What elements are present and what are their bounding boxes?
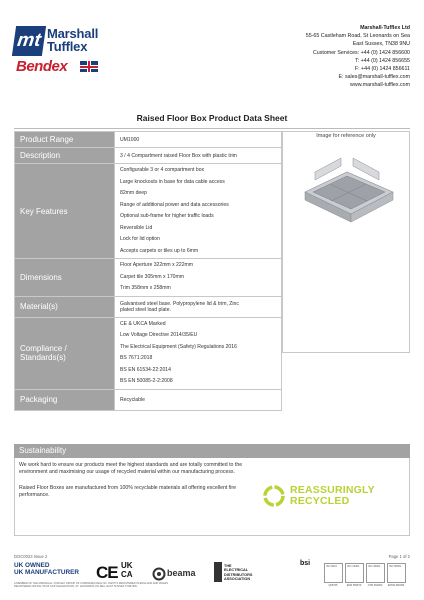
spec-row-packaging — [15, 389, 282, 410]
compliance-label-2: Standards(s) — [20, 353, 66, 362]
reassuringly-recycled-badge — [262, 482, 402, 510]
list-item: Reversible Lid — [120, 224, 153, 231]
sustainability-paragraph: Raised Floor Boxes are manufactured from 100% recyclable materials all offering excellent fire performance. — [19, 485, 237, 498]
document-reference: DOC0023 Issue 2 — [14, 554, 48, 559]
bendex-logo-text: Bendex — [16, 58, 68, 75]
spec-label: Description — [15, 148, 115, 164]
bsi-logo — [300, 560, 316, 582]
materials-line-2: plated steel load plate. — [120, 306, 171, 313]
sustainability-text — [19, 462, 249, 508]
company-disclaimer: A MEMBER OF THE MARSHALL-TUFFLEX GROUP OF COMPANIES REG NO. 1923774 REGISTERED IN ENGLAND AND WALES REGISTERED OFFICE: 55-65 CASTLEHAM ROAD, ST. LEONARDS-ON-SEA, EAST SUSSEX TN38 9NU — [14, 582, 168, 589]
uk-owned-badge — [14, 562, 79, 576]
beama-logo — [152, 567, 206, 581]
spec-value: UM1000 — [115, 132, 282, 148]
recycled-line-2: RECYCLED — [290, 495, 350, 507]
recycled-line-1: REASSURINGLY — [290, 484, 375, 496]
sustainability-heading: Sustainability — [14, 444, 410, 458]
fax: F: +44 (0) 1424 856611 — [354, 66, 410, 73]
address-line-1: 55-65 Castleham Road, St Leonards on Sea — [305, 33, 410, 40]
address-line-2: East Sussex, TN38 9NU — [352, 41, 410, 48]
spec-label — [15, 317, 115, 389]
spec-row-materials — [15, 296, 282, 317]
ukca-mark-icon — [121, 562, 145, 579]
spec-label: Packaging — [15, 389, 115, 410]
union-flag-icon — [80, 61, 98, 72]
eda-text — [224, 564, 252, 581]
list-item: Configurable 3 or 4 compartment box — [120, 167, 205, 173]
spec-label: Key Features — [15, 164, 115, 259]
email-link[interactable]: E: sales@marshall-tufflex.com — [338, 74, 410, 81]
mt-logo-line2: Tufflex — [47, 39, 88, 54]
recycled-text — [290, 485, 375, 507]
spec-value-list — [115, 164, 282, 259]
list-item: Lock for lid option — [120, 236, 160, 242]
ukca-line-1: UK — [121, 561, 133, 570]
image-caption: Image for reference only — [316, 133, 376, 139]
spec-label: Dimensions — [15, 259, 115, 297]
list-item: CE & UKCA Marked — [120, 320, 166, 327]
website-link[interactable]: www.marshall-tufflex.com — [350, 82, 410, 89]
contact-block — [306, 24, 410, 90]
customer-services: Customer Services: +44 (0) 1424 856600 — [312, 49, 410, 56]
company-name: Marshall-Tufflex Ltd — [360, 25, 410, 31]
spec-row-dimensions — [15, 259, 282, 297]
list-item: Carpet tile 305mm x 170mm — [120, 273, 184, 280]
sustainability-paragraph: We work hard to ensure our products meet the highest standards and are totally committed to the environment and maximising our usage of recycled material within our manufacturing process. — [19, 462, 243, 475]
cert-number: EMS 559870 — [346, 584, 362, 587]
list-item: Trim 358mm x 258mm — [120, 285, 171, 291]
cert-badge: ISO 14001 — [345, 563, 364, 583]
bsi-text: bsi — [300, 560, 311, 567]
page-title: Raised Floor Box Product Data Sheet — [136, 113, 288, 123]
eda-line: ASSOCIATION — [224, 576, 251, 581]
list-item: Low Voltage Directive 2014/35/EU — [120, 332, 198, 338]
spec-value: 3 / 4 Compartment raised Floor Box with plastic trim — [115, 148, 282, 164]
page-number: Page 1 of 2 — [388, 554, 410, 559]
list-item: BS EN 61534-22:2014 — [120, 366, 171, 373]
uk-owned-line-1: UK OWNED — [14, 562, 50, 569]
materials-line-1: Galvanised steel base. Polypropylene lid & trim, Zinc — [120, 300, 239, 307]
mt-logo-line1: Marshall — [47, 26, 99, 41]
spec-label: Material(s) — [15, 296, 115, 317]
list-item: Accepts carpets or tiles up to 6mm — [120, 247, 199, 254]
spec-value-list — [115, 317, 282, 389]
list-item: Range of additional power and data accessories — [120, 201, 229, 208]
list-item: Optional sub-frame for higher traffic loads — [120, 213, 214, 219]
cert-badge: ISO 9001 — [324, 563, 343, 583]
ce-mark-icon: CE — [96, 563, 118, 582]
cert-badge: ISO 50001 — [387, 563, 406, 583]
product-image-panel — [282, 131, 410, 353]
compliance-label-1: Compliance / — [20, 344, 67, 353]
eda-mark-icon — [214, 562, 222, 582]
beama-mark-icon — [152, 567, 166, 581]
list-item: The Electrical Equipment (Safety) Regulations 2016 — [120, 343, 237, 350]
cert-number: OHS 662960 — [367, 584, 383, 587]
beama-text: beama — [167, 568, 196, 578]
spec-value-list — [115, 259, 282, 297]
spec-row-compliance — [15, 317, 282, 389]
mt-logo-mark: mt — [12, 26, 46, 56]
spec-row-key-features — [15, 164, 282, 259]
title-divider — [14, 128, 410, 129]
eda-line: ELECTRICAL — [224, 568, 249, 573]
list-item: Floor Aperture 322mm x 222mm — [120, 262, 194, 268]
list-item: Large knockouts in base for data cable access — [120, 178, 225, 185]
marshall-tufflex-logo — [14, 26, 100, 56]
spec-value: Recyclable — [115, 389, 282, 410]
cert-badge: ISO 45001 — [366, 563, 385, 583]
ukca-line-2: CA — [121, 569, 133, 579]
eda-logo — [214, 562, 254, 582]
spec-row-product-range — [15, 132, 282, 148]
eda-line: THE — [224, 564, 232, 568]
list-item: BS 7671:2018 — [120, 355, 153, 361]
recycle-icon — [262, 484, 286, 508]
uk-owned-line-2: UK MANUFACTURER — [14, 569, 79, 576]
mt-logo-text — [47, 27, 98, 53]
eda-line: DISTRIBUTORS — [224, 572, 253, 577]
spec-row-description — [15, 148, 282, 164]
bendex-logo — [16, 58, 106, 76]
cert-number: ENMS 682059 — [387, 584, 405, 587]
floor-box-image — [301, 158, 395, 232]
cert-number: Q05765 — [328, 584, 338, 587]
list-item: BS EN 50085-2-2:2008 — [120, 378, 173, 384]
spec-value — [115, 296, 282, 317]
telephone: T: +44 (0) 1424 856655 — [355, 57, 410, 64]
spec-label: Product Range — [15, 132, 115, 148]
list-item: 82mm deep — [120, 190, 147, 196]
spec-table — [14, 131, 282, 411]
